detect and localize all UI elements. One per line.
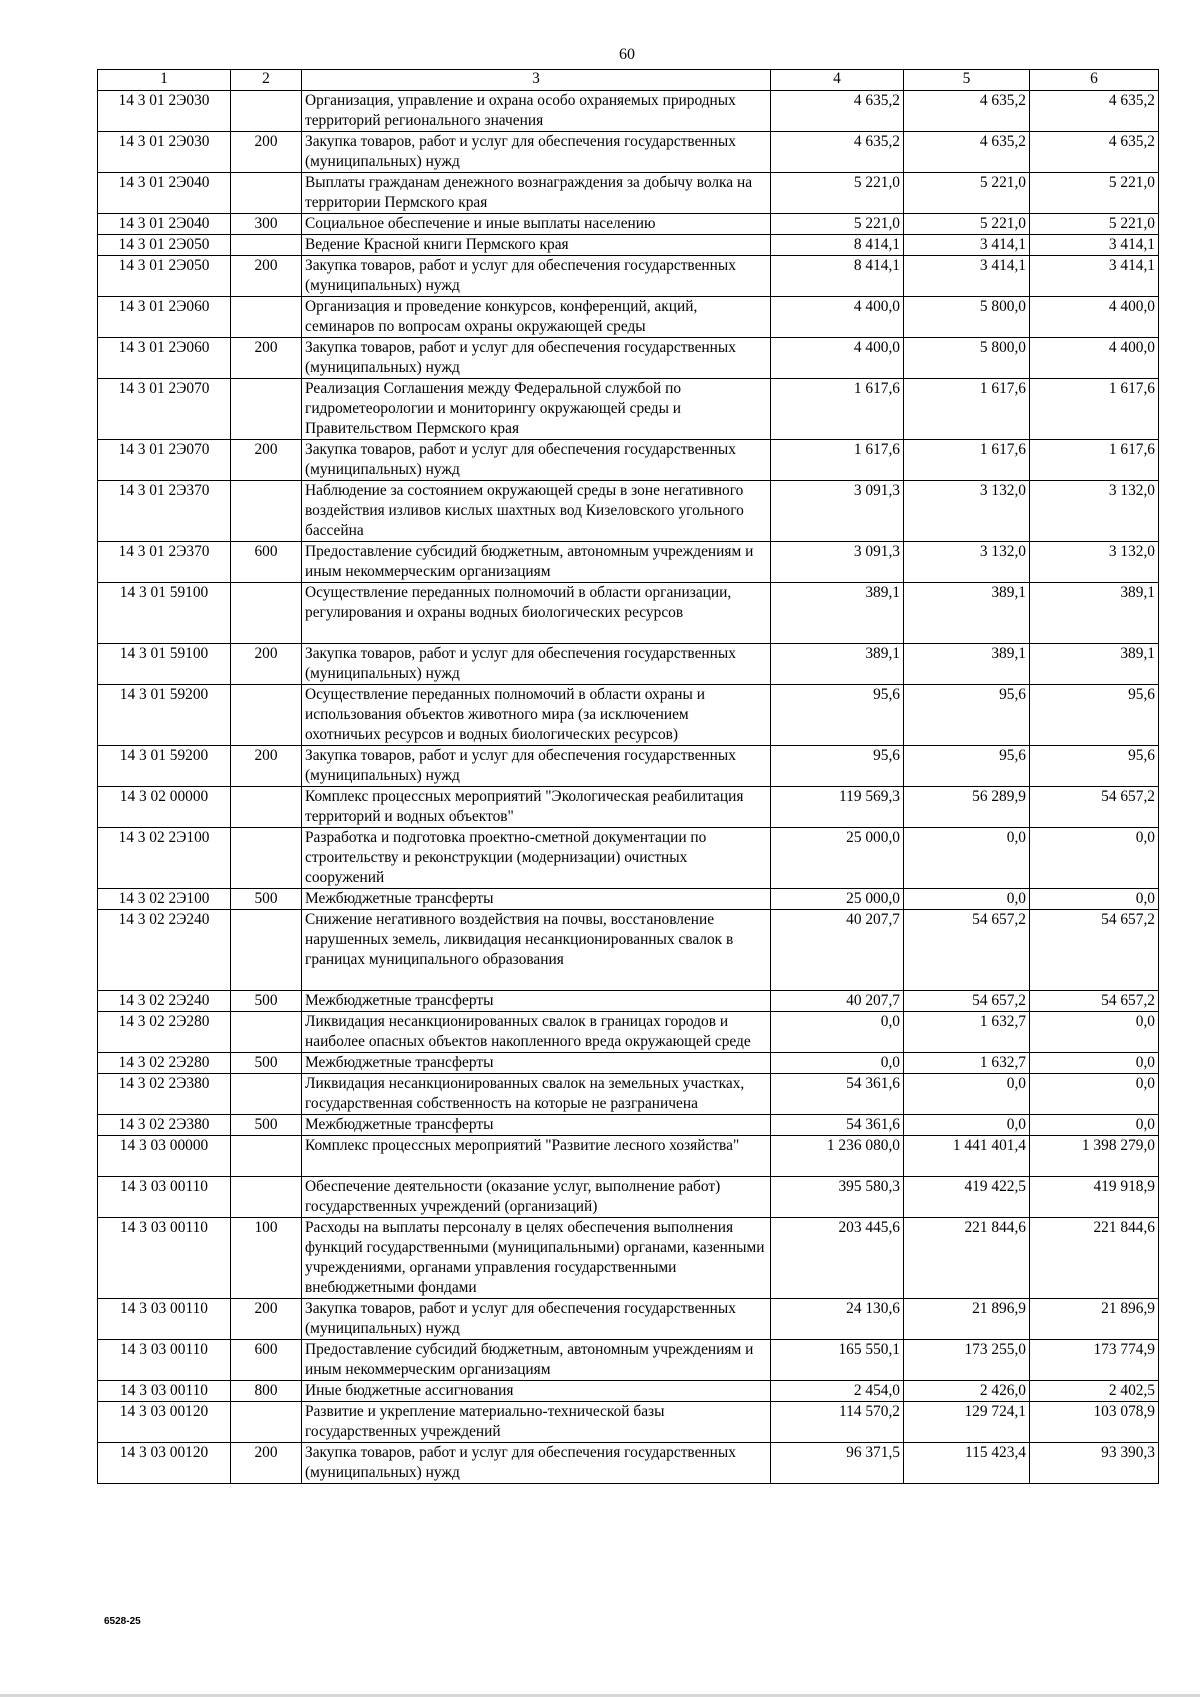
cell-expense-type: 500 (231, 1115, 302, 1136)
cell-year-3: 54 657,2 (1030, 991, 1159, 1012)
cell-expense-type (231, 787, 302, 828)
cell-code: 14 3 01 2Э050 (98, 256, 231, 297)
cell-year-3: 103 078,9 (1030, 1402, 1159, 1443)
column-header-name: 3 (302, 70, 771, 91)
table-row (98, 297, 1159, 338)
cell-code: 14 3 02 2Э100 (98, 889, 231, 910)
cell-year-2: 173 255,0 (904, 1340, 1030, 1381)
table-row (98, 481, 1159, 542)
table-row (98, 1074, 1159, 1115)
cell-year-2: 1 632,7 (904, 1012, 1030, 1053)
table-row (98, 1218, 1159, 1299)
cell-year-1: 40 207,7 (771, 991, 904, 1012)
cell-year-1: 8 414,1 (771, 256, 904, 297)
cell-code: 14 3 02 2Э280 (98, 1053, 231, 1074)
cell-year-3: 95,6 (1030, 685, 1159, 746)
cell-name: Обеспечение деятельности (оказание услуг, выполнение работ) государственных учреждений (организаций) (302, 1177, 771, 1218)
cell-year-3: 4 400,0 (1030, 338, 1159, 379)
cell-expense-type (231, 685, 302, 746)
cell-year-2: 54 657,2 (904, 991, 1030, 1012)
cell-year-1: 0,0 (771, 1053, 904, 1074)
cell-expense-type: 200 (231, 1443, 302, 1484)
table-body (98, 91, 1159, 1484)
cell-code: 14 3 01 2Э070 (98, 379, 231, 440)
cell-year-3: 5 221,0 (1030, 214, 1159, 235)
cell-code: 14 3 01 2Э370 (98, 542, 231, 583)
cell-name: Комплекс процессных мероприятий "Развитие лесного хозяйства" (302, 1136, 771, 1177)
cell-year-1: 5 221,0 (771, 214, 904, 235)
cell-year-3: 3 132,0 (1030, 542, 1159, 583)
cell-year-3: 54 657,2 (1030, 787, 1159, 828)
table-row (98, 256, 1159, 297)
cell-expense-type: 200 (231, 1299, 302, 1340)
cell-code: 14 3 01 2Э070 (98, 440, 231, 481)
document-code: 6528-25 (104, 1616, 141, 1627)
cell-expense-type (231, 235, 302, 256)
cell-year-2: 4 635,2 (904, 91, 1030, 132)
cell-year-1: 4 400,0 (771, 297, 904, 338)
cell-expense-type: 200 (231, 746, 302, 787)
cell-expense-type (231, 91, 302, 132)
cell-expense-type (231, 173, 302, 214)
cell-expense-type: 500 (231, 889, 302, 910)
cell-name: Социальное обеспечение и иные выплаты населению (302, 214, 771, 235)
cell-year-2: 389,1 (904, 644, 1030, 685)
cell-expense-type: 200 (231, 338, 302, 379)
cell-year-3: 95,6 (1030, 746, 1159, 787)
cell-year-2: 0,0 (904, 889, 1030, 910)
cell-name: Межбюджетные трансферты (302, 1115, 771, 1136)
table-row (98, 1115, 1159, 1136)
cell-code: 14 3 01 59100 (98, 644, 231, 685)
cell-expense-type (231, 1402, 302, 1443)
cell-year-1: 165 550,1 (771, 1340, 904, 1381)
table-row (98, 991, 1159, 1012)
cell-year-2: 5 800,0 (904, 297, 1030, 338)
cell-name: Организация, управление и охрана особо охраняемых природных территорий регионального значения (302, 91, 771, 132)
cell-name: Межбюджетные трансферты (302, 889, 771, 910)
cell-code: 14 3 02 2Э100 (98, 828, 231, 889)
table-row (98, 214, 1159, 235)
cell-year-3: 0,0 (1030, 1012, 1159, 1053)
cell-year-3: 0,0 (1030, 828, 1159, 889)
cell-year-2: 419 422,5 (904, 1177, 1030, 1218)
cell-expense-type: 800 (231, 1381, 302, 1402)
table-row (98, 91, 1159, 132)
table-row (98, 542, 1159, 583)
cell-year-2: 3 414,1 (904, 235, 1030, 256)
cell-year-3: 0,0 (1030, 889, 1159, 910)
cell-name: Организация и проведение конкурсов, конференций, акций, семинаров по вопросам охраны окружающей среды (302, 297, 771, 338)
cell-year-3: 3 132,0 (1030, 481, 1159, 542)
table-row (98, 685, 1159, 746)
cell-year-2: 5 221,0 (904, 214, 1030, 235)
cell-expense-type: 600 (231, 1340, 302, 1381)
cell-code: 14 3 03 00110 (98, 1218, 231, 1299)
cell-year-1: 95,6 (771, 746, 904, 787)
cell-year-3: 0,0 (1030, 1115, 1159, 1136)
cell-year-3: 0,0 (1030, 1074, 1159, 1115)
table-row (98, 132, 1159, 173)
cell-year-3: 1 617,6 (1030, 379, 1159, 440)
cell-code: 14 3 01 2Э030 (98, 132, 231, 173)
cell-name: Комплекс процессных мероприятий "Экологическая реабилитация территорий и водных объектов" (302, 787, 771, 828)
cell-expense-type (231, 481, 302, 542)
cell-expense-type: 300 (231, 214, 302, 235)
cell-year-3: 4 635,2 (1030, 132, 1159, 173)
cell-year-1: 3 091,3 (771, 481, 904, 542)
cell-name: Ликвидация несанкционированных свалок в границах городов и наиболее опасных объектов накопленного вреда окружающей среде (302, 1012, 771, 1053)
cell-year-1: 25 000,0 (771, 828, 904, 889)
cell-expense-type (231, 828, 302, 889)
cell-expense-type: 500 (231, 991, 302, 1012)
cell-code: 14 3 03 00120 (98, 1402, 231, 1443)
cell-year-2: 0,0 (904, 1074, 1030, 1115)
cell-year-2: 115 423,4 (904, 1443, 1030, 1484)
cell-year-2: 5 221,0 (904, 173, 1030, 214)
cell-year-2: 1 441 401,4 (904, 1136, 1030, 1177)
cell-name: Наблюдение за состоянием окружающей среды в зоне негативного воздействия изливов кислых шахтных вод Кизеловского угольного бассейна (302, 481, 771, 542)
cell-code: 14 3 01 2Э030 (98, 91, 231, 132)
cell-name: Закупка товаров, работ и услуг для обеспечения государственных (муниципальных) нужд (302, 256, 771, 297)
cell-code: 14 3 01 2Э050 (98, 235, 231, 256)
cell-code: 14 3 03 00120 (98, 1443, 231, 1484)
cell-year-3: 4 400,0 (1030, 297, 1159, 338)
cell-year-1: 40 207,7 (771, 910, 904, 991)
cell-year-3: 21 896,9 (1030, 1299, 1159, 1340)
cell-expense-type: 500 (231, 1053, 302, 1074)
cell-expense-type: 200 (231, 256, 302, 297)
cell-year-1: 54 361,6 (771, 1115, 904, 1136)
cell-year-2: 1 617,6 (904, 379, 1030, 440)
cell-year-2: 4 635,2 (904, 132, 1030, 173)
cell-name: Выплаты гражданам денежного вознаграждения за добычу волка на территории Пермского края (302, 173, 771, 214)
cell-year-1: 2 454,0 (771, 1381, 904, 1402)
cell-name: Закупка товаров, работ и услуг для обеспечения государственных (муниципальных) нужд (302, 338, 771, 379)
cell-name: Ликвидация несанкционированных свалок на земельных участках, государственная собственность на которые не разграничена (302, 1074, 771, 1115)
cell-year-2: 221 844,6 (904, 1218, 1030, 1299)
cell-code: 14 3 03 00110 (98, 1340, 231, 1381)
cell-year-2: 21 896,9 (904, 1299, 1030, 1340)
table-row (98, 889, 1159, 910)
cell-year-1: 389,1 (771, 644, 904, 685)
cell-year-1: 0,0 (771, 1012, 904, 1053)
cell-year-3: 54 657,2 (1030, 910, 1159, 991)
table-row (98, 1340, 1159, 1381)
cell-code: 14 3 02 2Э240 (98, 910, 231, 991)
table-row (98, 1012, 1159, 1053)
cell-expense-type (231, 1012, 302, 1053)
cell-name: Реализация Соглашения между Федеральной службой по гидрометеорологии и мониторингу окружающей среды и Правительством Пермского края (302, 379, 771, 440)
column-header-year-3: 6 (1030, 70, 1159, 91)
cell-code: 14 3 03 00110 (98, 1381, 231, 1402)
cell-year-3: 1 617,6 (1030, 440, 1159, 481)
cell-year-3: 3 414,1 (1030, 256, 1159, 297)
cell-name: Снижение негативного воздействия на почвы, восстановление нарушенных земель, ликвидация несанкционированных свалок в границах муниципального образования (302, 910, 771, 991)
table-row (98, 379, 1159, 440)
page-number: 60 (619, 46, 635, 63)
cell-year-1: 95,6 (771, 685, 904, 746)
cell-code: 14 3 01 59200 (98, 746, 231, 787)
cell-year-1: 54 361,6 (771, 1074, 904, 1115)
cell-expense-type: 200 (231, 440, 302, 481)
cell-expense-type: 200 (231, 644, 302, 685)
table-row (98, 1053, 1159, 1074)
cell-year-1: 203 445,6 (771, 1218, 904, 1299)
cell-year-2: 3 132,0 (904, 542, 1030, 583)
cell-expense-type (231, 1136, 302, 1177)
column-header-year-1: 4 (771, 70, 904, 91)
table-row (98, 787, 1159, 828)
cell-year-3: 419 918,9 (1030, 1177, 1159, 1218)
cell-expense-type (231, 297, 302, 338)
cell-expense-type (231, 1074, 302, 1115)
cell-year-1: 1 236 080,0 (771, 1136, 904, 1177)
cell-year-1: 4 635,2 (771, 132, 904, 173)
cell-name: Разработка и подготовка проектно-сметной документации по строительству и реконструкции (модернизации) очистных сооружений (302, 828, 771, 889)
cell-year-2: 5 800,0 (904, 338, 1030, 379)
cell-year-3: 173 774,9 (1030, 1340, 1159, 1381)
cell-expense-type: 100 (231, 1218, 302, 1299)
cell-name: Закупка товаров, работ и услуг для обеспечения государственных (муниципальных) нужд (302, 1299, 771, 1340)
cell-year-3: 221 844,6 (1030, 1218, 1159, 1299)
cell-name: Закупка товаров, работ и услуг для обеспечения государственных (муниципальных) нужд (302, 644, 771, 685)
cell-name: Межбюджетные трансферты (302, 991, 771, 1012)
cell-name: Закупка товаров, работ и услуг для обеспечения государственных (муниципальных) нужд (302, 1443, 771, 1484)
table-row (98, 338, 1159, 379)
cell-code: 14 3 01 2Э040 (98, 214, 231, 235)
cell-year-3: 5 221,0 (1030, 173, 1159, 214)
cell-year-3: 1 398 279,0 (1030, 1136, 1159, 1177)
cell-name: Закупка товаров, работ и услуг для обеспечения государственных (муниципальных) нужд (302, 440, 771, 481)
cell-year-1: 24 130,6 (771, 1299, 904, 1340)
cell-expense-type: 200 (231, 132, 302, 173)
table-row (98, 583, 1159, 644)
cell-code: 14 3 01 2Э060 (98, 338, 231, 379)
table-row (98, 828, 1159, 889)
cell-year-1: 389,1 (771, 583, 904, 644)
cell-name: Закупка товаров, работ и услуг для обеспечения государственных (муниципальных) нужд (302, 132, 771, 173)
cell-name: Осуществление переданных полномочий в области охраны и использования объектов животного мира (за исключением охотничьих ресурсов и водных биологических ресурсов) (302, 685, 771, 746)
cell-year-3: 389,1 (1030, 583, 1159, 644)
table-row (98, 1443, 1159, 1484)
cell-year-2: 389,1 (904, 583, 1030, 644)
cell-expense-type (231, 583, 302, 644)
cell-code: 14 3 02 00000 (98, 787, 231, 828)
cell-year-1: 8 414,1 (771, 235, 904, 256)
cell-name: Предоставление субсидий бюджетным, автономным учреждениям и иным некоммерческим организациям (302, 1340, 771, 1381)
table-header-row (98, 70, 1159, 91)
table-row (98, 1402, 1159, 1443)
table-row (98, 644, 1159, 685)
cell-code: 14 3 01 59100 (98, 583, 231, 644)
cell-year-2: 95,6 (904, 685, 1030, 746)
cell-expense-type: 600 (231, 542, 302, 583)
cell-year-2: 0,0 (904, 1115, 1030, 1136)
cell-name: Межбюджетные трансферты (302, 1053, 771, 1074)
table-row (98, 746, 1159, 787)
column-header-expense-type: 2 (231, 70, 302, 91)
cell-name: Осуществление переданных полномочий в области организации, регулирования и охраны водных биологических ресурсов (302, 583, 771, 644)
cell-name: Предоставление субсидий бюджетным, автономным учреждениям и иным некоммерческим организациям (302, 542, 771, 583)
cell-year-3: 93 390,3 (1030, 1443, 1159, 1484)
table-row (98, 1381, 1159, 1402)
cell-year-1: 395 580,3 (771, 1177, 904, 1218)
cell-code: 14 3 01 59200 (98, 685, 231, 746)
cell-expense-type (231, 910, 302, 991)
cell-year-2: 56 289,9 (904, 787, 1030, 828)
cell-code: 14 3 01 2Э060 (98, 297, 231, 338)
table-row (98, 910, 1159, 991)
cell-year-2: 1 617,6 (904, 440, 1030, 481)
cell-year-1: 25 000,0 (771, 889, 904, 910)
table-row (98, 1299, 1159, 1340)
cell-year-2: 54 657,2 (904, 910, 1030, 991)
cell-name: Расходы на выплаты персоналу в целях обеспечения выполнения функций государственными (муниципальными) органами, казенными учреждениями, органами управления государственными внебюджетными фондами (302, 1218, 771, 1299)
table-row (98, 1177, 1159, 1218)
cell-year-1: 119 569,3 (771, 787, 904, 828)
cell-year-1: 114 570,2 (771, 1402, 904, 1443)
cell-name: Закупка товаров, работ и услуг для обеспечения государственных (муниципальных) нужд (302, 746, 771, 787)
cell-year-3: 3 414,1 (1030, 235, 1159, 256)
cell-year-1: 4 400,0 (771, 338, 904, 379)
table-row (98, 1136, 1159, 1177)
cell-year-1: 1 617,6 (771, 440, 904, 481)
cell-year-3: 2 402,5 (1030, 1381, 1159, 1402)
cell-year-1: 4 635,2 (771, 91, 904, 132)
cell-code: 14 3 03 00000 (98, 1136, 231, 1177)
cell-name: Ведение Красной книги Пермского края (302, 235, 771, 256)
cell-code: 14 3 02 2Э380 (98, 1074, 231, 1115)
cell-year-2: 1 632,7 (904, 1053, 1030, 1074)
cell-year-1: 1 617,6 (771, 379, 904, 440)
cell-name: Развитие и укрепление материально-технической базы государственных учреждений (302, 1402, 771, 1443)
cell-year-3: 0,0 (1030, 1053, 1159, 1074)
cell-year-3: 389,1 (1030, 644, 1159, 685)
cell-name: Иные бюджетные ассигнования (302, 1381, 771, 1402)
cell-year-2: 3 132,0 (904, 481, 1030, 542)
cell-year-2: 3 414,1 (904, 256, 1030, 297)
cell-code: 14 3 02 2Э280 (98, 1012, 231, 1053)
cell-expense-type (231, 379, 302, 440)
cell-code: 14 3 03 00110 (98, 1177, 231, 1218)
cell-code: 14 3 01 2Э370 (98, 481, 231, 542)
cell-code: 14 3 01 2Э040 (98, 173, 231, 214)
cell-year-2: 2 426,0 (904, 1381, 1030, 1402)
cell-expense-type (231, 1177, 302, 1218)
cell-year-1: 96 371,5 (771, 1443, 904, 1484)
table-row (98, 440, 1159, 481)
table-row (98, 235, 1159, 256)
column-header-year-2: 5 (904, 70, 1030, 91)
cell-code: 14 3 02 2Э240 (98, 991, 231, 1012)
cell-year-3: 4 635,2 (1030, 91, 1159, 132)
cell-code: 14 3 02 2Э380 (98, 1115, 231, 1136)
table-row (98, 173, 1159, 214)
cell-year-2: 95,6 (904, 746, 1030, 787)
budget-table (97, 69, 1159, 1484)
cell-year-2: 0,0 (904, 828, 1030, 889)
cell-year-1: 5 221,0 (771, 173, 904, 214)
cell-year-1: 3 091,3 (771, 542, 904, 583)
cell-year-2: 129 724,1 (904, 1402, 1030, 1443)
cell-code: 14 3 03 00110 (98, 1299, 231, 1340)
column-header-code: 1 (98, 70, 231, 91)
